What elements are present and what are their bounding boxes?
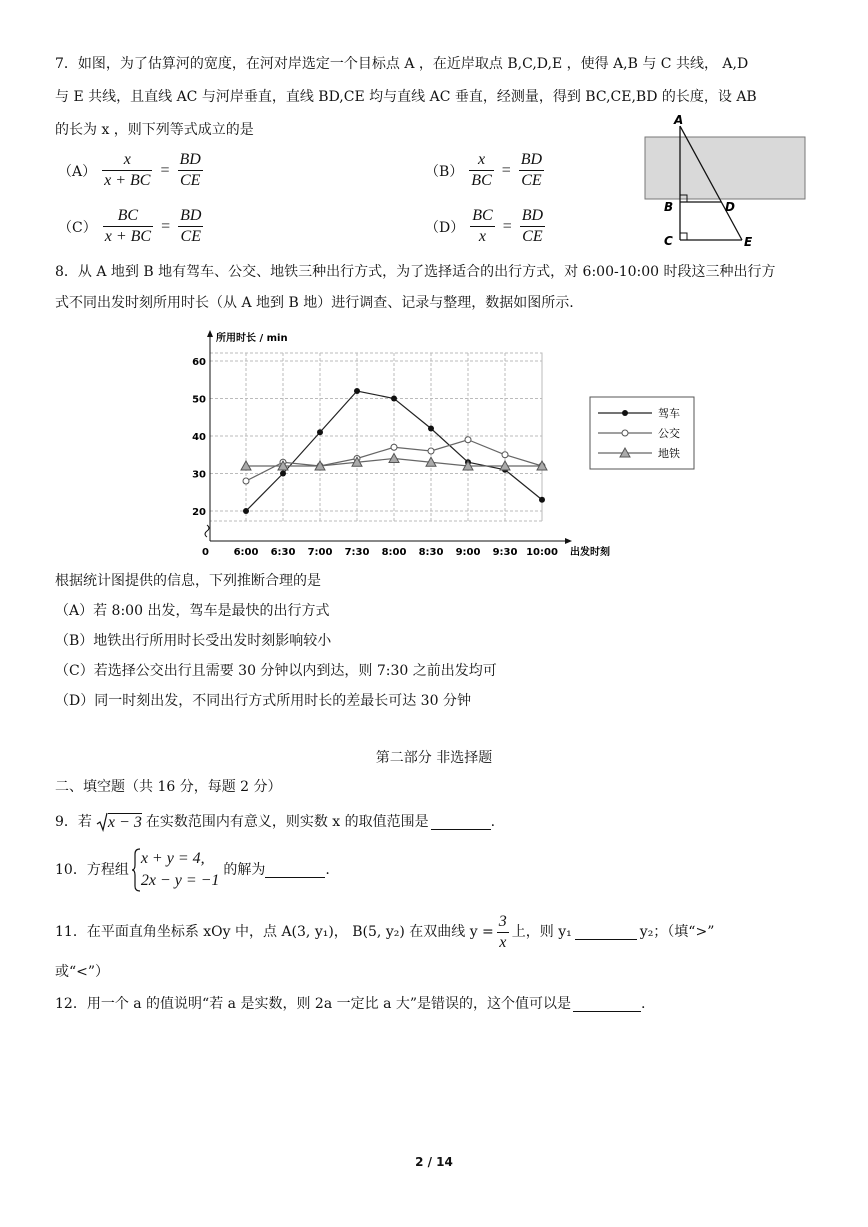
q12: 12．用一个 a 的值说明“若 a 是实数，则 2a 一定比 a 大”是错误的，这个值可以是 . — [55, 996, 646, 1012]
y-tick-label: 50 — [192, 394, 206, 406]
q9-answer-blank[interactable] — [431, 815, 491, 830]
fraction: $\frac{BD}{CE}$ — [179, 151, 201, 189]
fraction: $\frac{BD}{CE}$ — [520, 151, 543, 189]
sqrt-expression: x − 3 — [96, 812, 142, 832]
x-axis-label: 出发时刻 — [570, 547, 610, 558]
q10-answer-blank[interactable] — [265, 863, 325, 878]
legend-label: 公交 — [658, 427, 680, 440]
fraction: $\frac{3}{x}$ — [498, 912, 507, 951]
data-point-1 — [243, 478, 249, 484]
q7-option-c[interactable]: （C） $\frac{BC}{x + BC}$ = $\frac{BD}{CE}$ — [58, 207, 202, 245]
plot-frame — [210, 353, 542, 521]
data-point-0 — [391, 396, 397, 402]
q7-line-3: 的长为 x ，则下列等式成立的是 — [55, 122, 254, 138]
q11-answer-blank[interactable] — [575, 925, 637, 940]
q11: 11．在平面直角坐标系 xOy 中，点 A(3, y₁)， B(5, y₂) 在双曲线 y = $\frac{3}{x}$ 上，则 y₁ y₂；（填“>” — [55, 912, 715, 951]
legend-label: 地铁 — [658, 447, 680, 460]
fraction: $\frac{x}{x + BC}$ — [104, 151, 151, 189]
q8-prompt: 根据统计图提供的信息，下列推断合理的是 — [55, 573, 321, 589]
y-tick-label: 40 — [192, 432, 206, 443]
q10: 10．方程组 x + y = 4, 2x − y = −1 的解为 . — [55, 848, 330, 892]
axis-break — [205, 525, 209, 537]
data-point-0 — [280, 471, 286, 477]
y-tick-label: 30 — [192, 469, 206, 481]
x-tick-label: 7:00 — [307, 547, 333, 558]
river-geometry-figure — [640, 112, 810, 252]
label-c: C — [664, 234, 673, 248]
data-point-1 — [391, 444, 397, 450]
x-tick-label: 6:30 — [270, 547, 296, 558]
data-point-0 — [539, 497, 545, 503]
y-tick-label: 20 — [192, 507, 206, 518]
travel-time-line-chart — [180, 325, 720, 565]
data-point-0 — [428, 426, 434, 432]
data-point-2 — [389, 454, 399, 463]
q8-option-d[interactable]: （D）同一时刻出发，不同出行方式所用时长的差最长可达 30 分钟 — [55, 693, 471, 709]
river-band — [645, 137, 805, 199]
q7-option-a[interactable]: （A） $\frac{x}{x + BC}$ = $\frac{BD}{CE}$ — [58, 151, 201, 189]
y-axis-label: 所用时长 / min — [216, 333, 288, 344]
q7-line-1: 7．如图，为了估算河的宽度，在河对岸选定一个目标点 A ，在近岸取点 B,C,D,E ，使得 A,B 与 C 共线， A,D — [55, 56, 749, 72]
right-angle-c — [680, 233, 687, 240]
x-tick-label: 7:30 — [344, 547, 370, 558]
q12-answer-blank[interactable] — [573, 997, 641, 1012]
q8-option-c[interactable]: （C）若选择公交出行且需要 30 分钟以内到达，则 7:30 之前出发均可 — [55, 663, 497, 679]
x-tick-label: 8:00 — [381, 547, 407, 558]
y-tick-label: 60 — [192, 357, 206, 368]
q8-option-a[interactable]: （A）若 8:00 出发，驾车是最快的出行方式 — [55, 603, 330, 619]
fraction: $\frac{BC}{x}$ — [472, 207, 493, 245]
section-title: 第二部分 非选择题 — [375, 750, 493, 766]
section-subtitle: 二、填空题（共 16 分，每题 2 分） — [55, 779, 282, 795]
fraction: $\frac{BD}{CE}$ — [180, 207, 202, 245]
label-d: D — [725, 200, 735, 214]
q7-option-b[interactable]: （B） $\frac{x}{BC}$ = $\frac{BD}{CE}$ — [425, 151, 543, 189]
data-point-1 — [428, 448, 434, 454]
x-tick-label: 9:30 — [492, 547, 518, 558]
x-tick-label: 8:30 — [418, 547, 444, 558]
origin-label: 0 — [202, 547, 209, 558]
label-e: E — [744, 235, 753, 249]
q8-line-2: 式不同出发时刻所用时长（从 A 地到 B 地）进行调查、记录与整理，数据如图所示. — [55, 295, 574, 311]
x-tick-label: 9:00 — [455, 547, 481, 558]
x-tick-label: 6:00 — [233, 547, 259, 558]
data-point-1 — [465, 437, 471, 443]
y-axis-arrow — [207, 330, 213, 337]
legend-label: 驾车 — [658, 407, 680, 420]
legend-marker — [622, 430, 628, 436]
data-point-1 — [502, 452, 508, 458]
label-b: B — [664, 200, 674, 214]
legend-marker — [622, 410, 628, 416]
x-tick-label: 10:00 — [526, 547, 558, 558]
data-point-0 — [243, 508, 249, 514]
q8-option-b[interactable]: （B）地铁出行所用时长受出发时刻影响较小 — [55, 633, 332, 649]
fraction: $\frac{BD}{CE}$ — [521, 207, 544, 245]
q7-option-d[interactable]: （D） $\frac{BC}{x}$ = $\frac{BD}{CE}$ — [425, 207, 544, 245]
label-a: A — [674, 113, 684, 127]
data-point-0 — [354, 388, 360, 394]
fraction: $\frac{x}{BC}$ — [471, 151, 492, 189]
q7-line-2: 与 E 共线，且直线 AC 与河岸垂直，直线 BD,CE 均与直线 AC 垂直，经测量，得到 BC,CE,BD 的长度，设 AB — [55, 89, 757, 105]
brace-icon — [131, 848, 141, 892]
fraction: $\frac{BC}{x + BC}$ — [104, 207, 152, 245]
q9: 9．若 x − 3 在实数范围内有意义，则实数 x 的取值范围是 . — [55, 813, 496, 831]
q11-line-2: 或“<”） — [55, 964, 110, 980]
q8-line-1: 8．从 A 地到 B 地有驾车、公交、地铁三种出行方式，为了选择适合的出行方式，对 6:00-10:00 时段这三种出行方 — [55, 264, 776, 280]
page-number: 2 / 14 — [415, 1155, 453, 1169]
radical-sign — [96, 812, 108, 832]
equation-system: x + y = 4, 2x − y = −1 — [140, 850, 220, 889]
x-axis-arrow — [565, 538, 572, 544]
data-point-0 — [317, 429, 323, 435]
